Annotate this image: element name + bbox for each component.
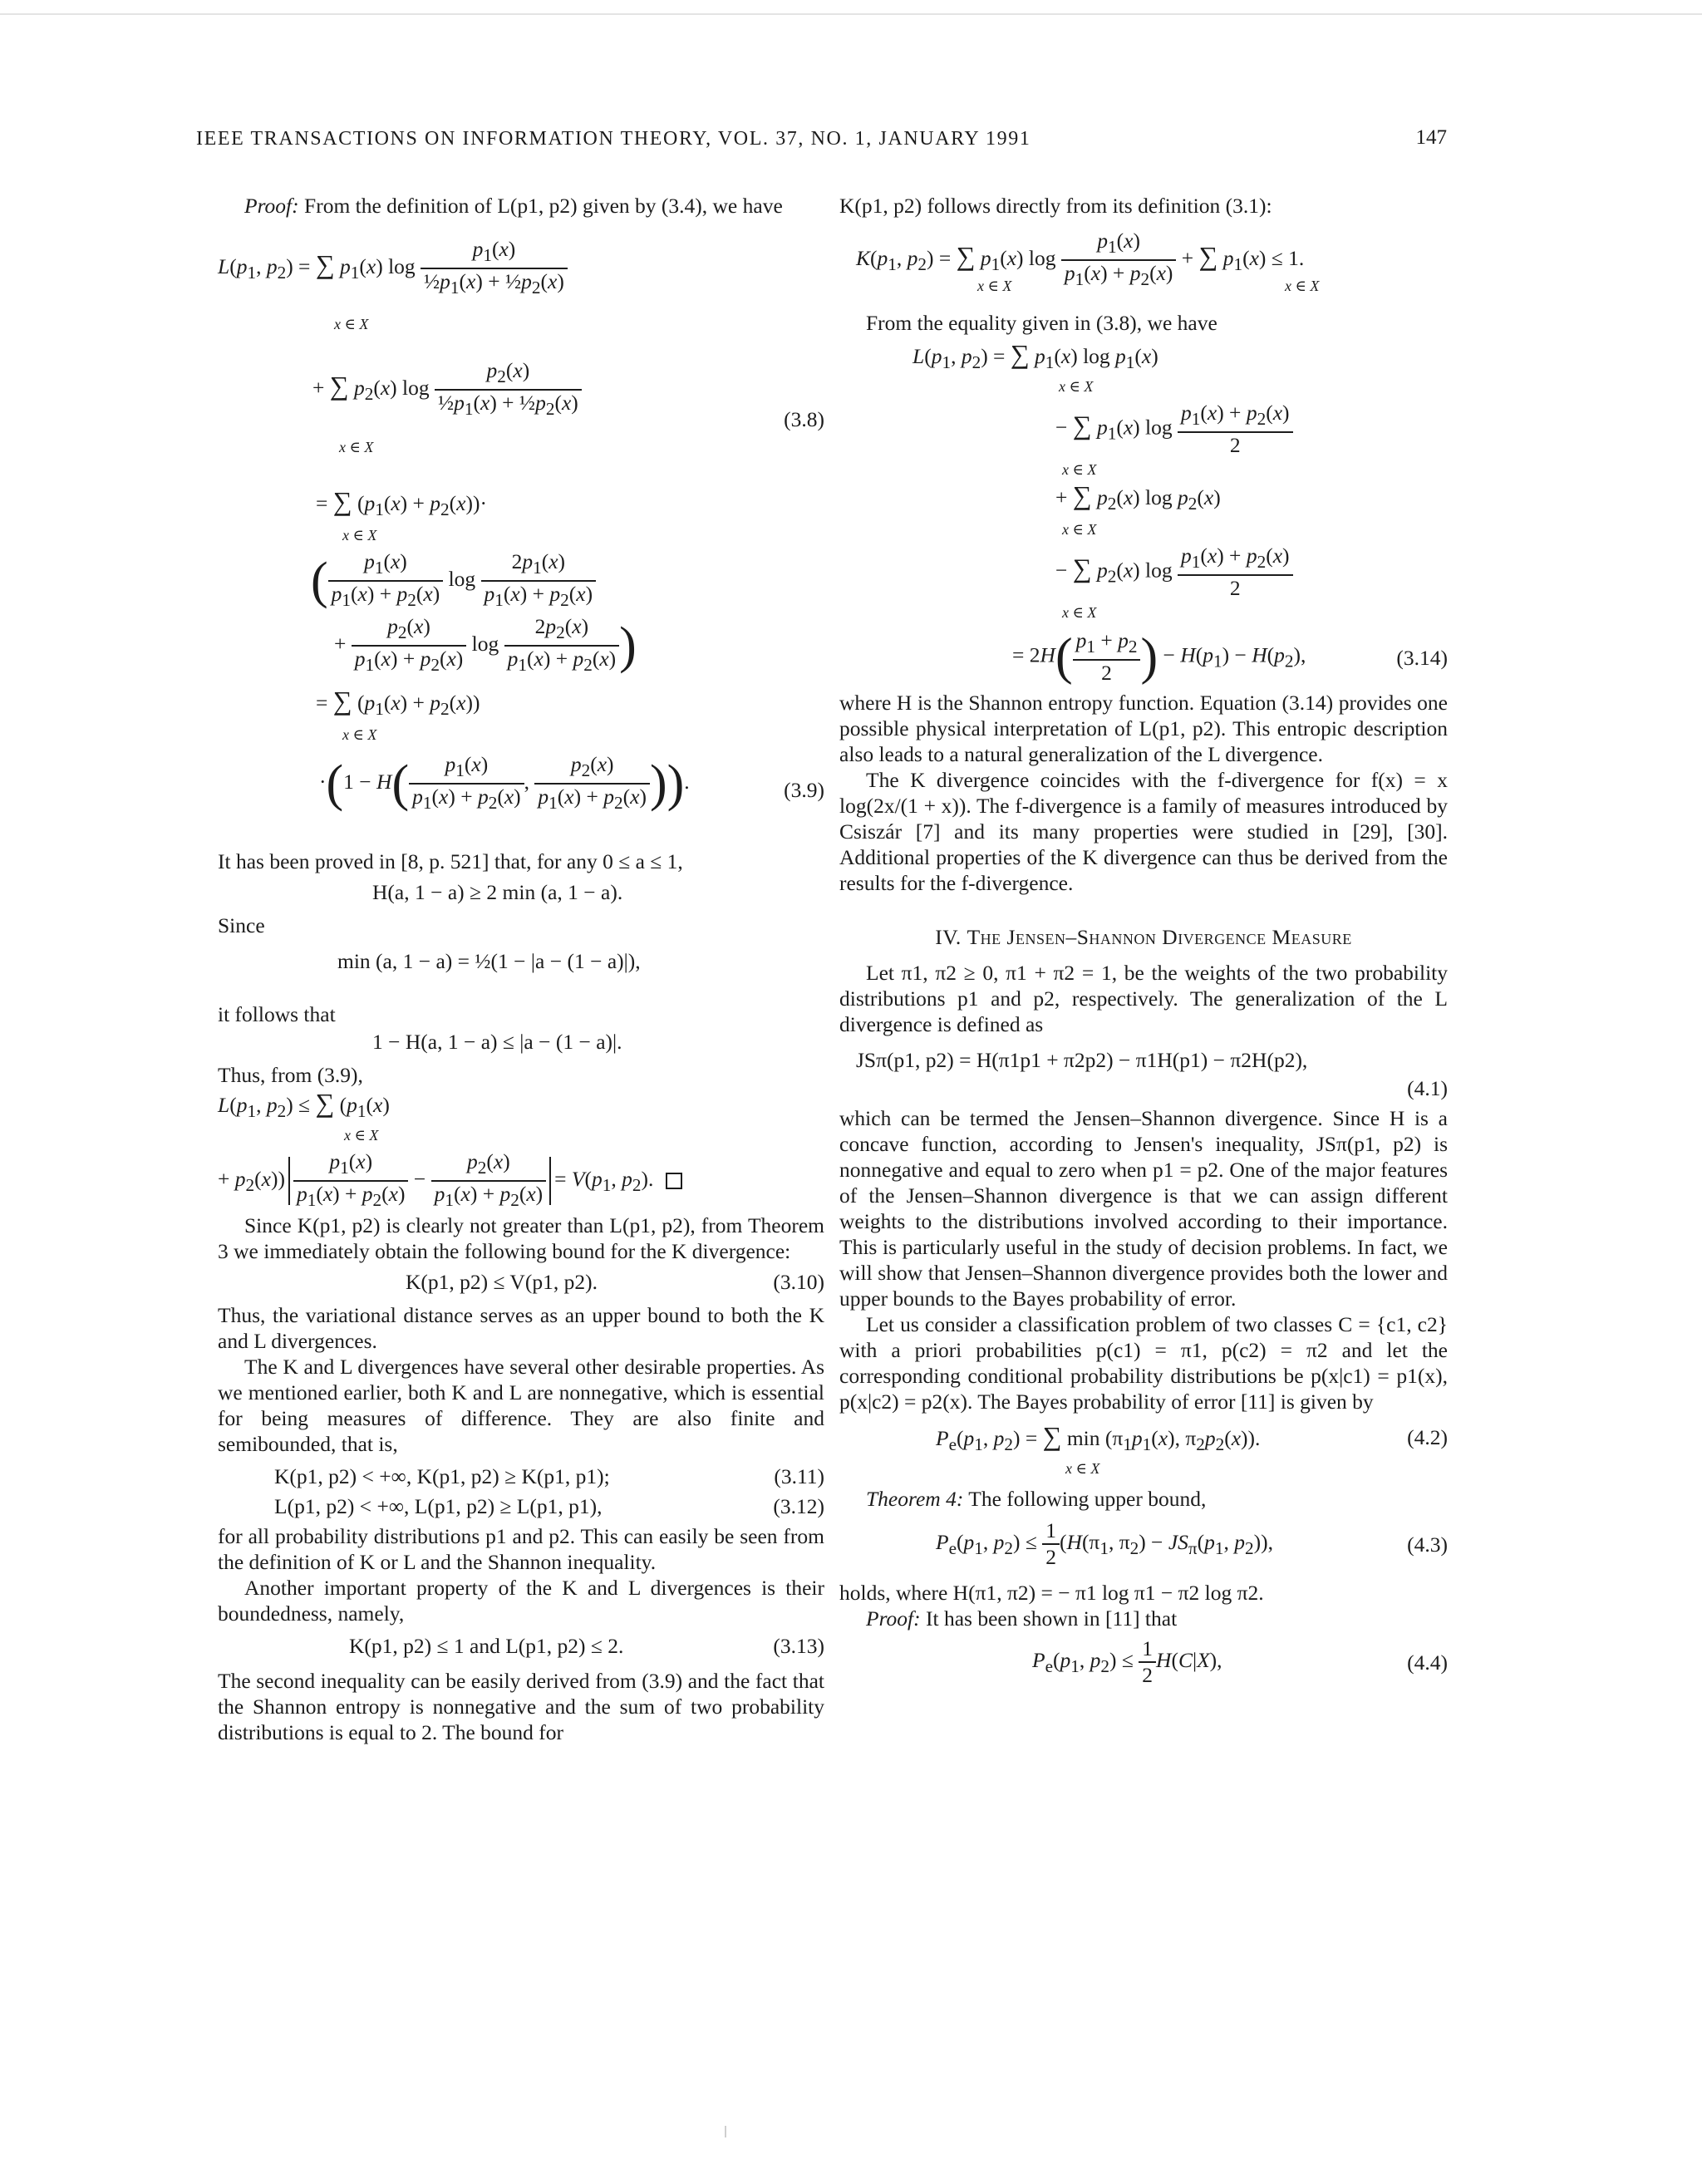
para-variational: Thus, the variational distance serves as an upper bound to both the K and L divergences. — [218, 1303, 824, 1353]
equation-3-9: + $\frac{p_2(x)}{p_1(x) + p_2(x)}$ log $\frac{2p_2(x)}{p_1(x) + p_2(x)}$ ) = ∑ $(p_1(x) + p_2(x))$ x ∈ X ·(1 − H( $\frac{p_1(x)}{p_1(x) + p_2(x)}$ , $\frac{p_2(x)}{p_1(x) + p_2(x)}$ )). (3.9) — [316, 614, 824, 814]
qed-square-icon — [666, 1173, 682, 1189]
para-properties: The K and L divergences have several other desirable properties. As we mentioned earlier, both K and L are nonnegative, which is essential for being measures of difference. They are also finite and semibounded, that is, — [218, 1355, 824, 1456]
follows-equation: 1 − H(a, 1 − a) ≤ |a − (1 − a)|. — [372, 1030, 622, 1054]
eq-number-3-9: (3.9) — [784, 778, 824, 802]
eq-number-3-13: (3.13) — [773, 1634, 824, 1658]
para-let-pi: Let π1, π2 ≥ 0, π1 + π2 = 1, be the weights of the two probability distributions p1 and p2, respectively. The generalization of the L divergence is defined as — [839, 961, 1448, 1036]
para-second: The second inequality can be easily derived from (3.9) and the fact that the Shannon entropy is nonnegative and the sum of two probability distributions is equal to 2. The bound for — [218, 1669, 824, 1744]
thus-from-label: Thus, from (3.9), — [218, 1063, 363, 1087]
equation-3-8: $L(p_1$, $p_2$) = ∑ $p_1(x)$ log $\frac{p_1(x)}{\frac{1}{2}p_1(x) + \frac{1}{2}p_2(x)}$ x ∈ X + ∑ $p_2(x)$ log $\frac{p_2(x)}{\frac{1}{2}p_1(x) + \frac{1}{2}p_2(x)}$ x ∈ X (3.8) = ∑ $(p_1(x) + p_2(x))\cdot$ x ∈ X ( $\frac{p_1(x)}{p_1(x) + p_2(x)}$ log $\frac{2p_1(x)}{p_1(x) + p_2(x)}$ — [218, 237, 824, 611]
left-column — [218, 193, 824, 1745]
proof-label-2: Proof: — [866, 1606, 921, 1631]
journal-title: IEEE TRANSACTIONS ON INFORMATION THEORY, VOL. 37, NO. 1, JANUARY 1991 — [196, 128, 1031, 150]
equations-3-11-3-12: K(p1, p2) < +∞, K(p1, p2) ≥ K(p1, p1); (3.11) L(p1, p2) < +∞, L(p1, p2) ≥ L(p1, p1), (3.12) — [274, 1464, 824, 1518]
proof-2: Proof: It has been shown in [11] that — [866, 1606, 1178, 1631]
right-column — [839, 193, 1448, 1695]
follows-label: it follows that — [218, 1002, 336, 1026]
eq-number-4-3: (4.3) — [1407, 1532, 1448, 1557]
page-number: 147 — [1415, 126, 1447, 149]
para-where-h: where H is the Shannon entropy function. Equation (3.14) provides one possible physical interpretation of L(p1, p2). This entropic description also leads to a natural generalization of the L divergence. — [839, 691, 1448, 766]
para-proved: It has been proved in [8, p. 521] that, for any 0 ≤ a ≤ 1, — [218, 849, 683, 873]
equation-4-4: $P_e(p_1$, $p_2$) ≤ $\frac{1}{2}$ H(C|X), (4.4) — [1032, 1636, 1448, 1687]
equation-3-10: K(p1, p2) ≤ V(p1, p2). (3.10) — [406, 1270, 824, 1294]
theorem-label: Theorem 4: — [866, 1487, 964, 1511]
para-classification: Let us consider a classification problem of two classes C = {c1, c2} with a priori probabilities p(c1) = π1, p(c2) = π2 and let the corresponding conditional probability distributions be p(x|c1) = p1(x), p(x|c2) = p2(x). The Bayes probability of error [11] is given by — [839, 1312, 1448, 1414]
ineq-entropy: H(a, 1 − a) ≥ 2 min (a, 1 − a). — [372, 880, 623, 904]
para-since-k: Since K(p1, p2) is clearly not greater than L(p1, p2), from Theorem 3 we immediately obtain the following bound for the K divergence: — [218, 1213, 824, 1263]
eq-number-3-12: (3.12) — [773, 1494, 824, 1518]
since-label: Since — [218, 913, 265, 937]
eq-number-3-10: (3.10) — [773, 1270, 824, 1294]
equation-4-1: JSπ(p1, p2) = H(π1p1 + π2p2) − π1H(p1) − π2H(p2), (4.1) — [856, 1048, 1448, 1100]
eq-number-4-1: (4.1) — [1407, 1076, 1448, 1100]
eq-number-3-11: (3.11) — [774, 1464, 824, 1488]
k-definition-equation: $K(p_1$, $p_2$) = ∑ $p_1(x)$ log $\frac{p_1(x)}{p_1(x) + p_2(x)}$ + ∑ $p_1(x) \le 1$. x ∈ X x ∈ X — [856, 229, 1320, 294]
para-bounded: Another important property of the K and L divergences is their boundedness, namely, — [218, 1576, 824, 1626]
eq-number-3-8: (3.8) — [784, 407, 824, 431]
para-k-coincides: The K divergence coincides with the f-divergence for f(x) = x log(2x/(1 + x)). The f-divergence is a family of measures introduced by Csiszár [7] and its many properties were studied in [29], [30]. Additional properties of the K divergence can thus be derived from the results for the f-divergence. — [839, 768, 1448, 895]
section-heading — [839, 924, 1448, 950]
para-from-equality: From the equality given in (3.8), we have — [866, 311, 1217, 335]
theorem-4: Theorem 4: The following upper bound, — [866, 1487, 1207, 1511]
variational-bound-equation: $L(p_1$, $p_2$) ≤ ∑ ($p_1(x)$ x ∈ X + $p_2(x)$) $\frac{p_1(x)}{p_1(x) + p_2(x)}$ − $\frac{p_2(x)}{p_1(x) + p_2(x)}$ = $V(p_1$, $p_2$). — [218, 1088, 824, 1213]
eq-number-4-4: (4.4) — [1407, 1650, 1448, 1675]
para-termed: which can be termed the Jensen–Shannon divergence. Since H is a concave function, according to Jensen's inequality, JSπ(p1, p2) is nonnegative and equal to zero when p1 = p2. One of the major features of the Jensen–Shannon divergence is that we can assign different weights to the distributions involved according to their importance. This is particularly useful in the study of decision problems. In fact, we will show that Jensen–Shannon divergence provides both the lower and upper bounds to the Bayes probability of error. — [839, 1106, 1448, 1311]
equation-3-14: $L(p_1$, $p_2$) = ∑ $p_1(x)$ $\log p_1(x)$ x ∈ X − ∑ $p_1(x)$ log $\frac{p_1(x) + p_2(x)}{2}$ x ∈ X + ∑ $p_2(x)$ $\log p_2(x)$ x ∈ X − ∑ $p_2(x)$ log $\frac{p_1(x) + p_2(x)}{2}$ x ∈ X = 2H( $\frac{p_1 + p_2}{2}$ ) − $H(p_1) - H(p_2)$, (3.14) — [912, 339, 1448, 686]
para-for-all: for all probability distributions p1 and p2. This can easily be seen from the definition of K or L and the Shannon inequality. — [218, 1524, 824, 1574]
running-header — [196, 128, 1447, 161]
section-number: IV. — [935, 925, 962, 949]
eq-number-4-2: (4.2) — [1407, 1425, 1448, 1449]
min-equation: min (a, 1 − a) = ½(1 − |a − (1 − a)|), — [337, 949, 641, 973]
proof-intro: Proof: From the definition of L(p1, p2) given by (3.4), we have — [244, 194, 783, 218]
equation-4-2: $P_e(p_1$, $p_2$) = ∑ $\min (\pi_1p_1(x)$, $\pi_2p_2(x)$). x ∈ X (4.2) — [936, 1421, 1448, 1477]
section-title: The Jensen–Shannon Divergence Measure — [967, 925, 1352, 949]
para-k-follows: K(p1, p2) follows directly from its definition (3.1): — [839, 194, 1272, 218]
eq-number-3-14: (3.14) — [1396, 646, 1448, 670]
top-rule — [0, 13, 1702, 15]
scan-mark — [725, 2126, 726, 2137]
equation-4-3: $P_e(p_1$, $p_2$) ≤ $\frac{1}{2}$ ($H(\pi_1$, $\pi_2) - JS_\pi(p_1$, $p_2$)), (4.3) — [936, 1518, 1448, 1569]
equation-3-13: K(p1, p2) ≤ 1 and L(p1, p2) ≤ 2. (3.13) — [349, 1634, 824, 1658]
para-holds: holds, where H(π1, π2) = − π1 log π1 − π2 log π2. — [839, 1581, 1264, 1605]
proof-label: Proof: — [244, 194, 299, 218]
